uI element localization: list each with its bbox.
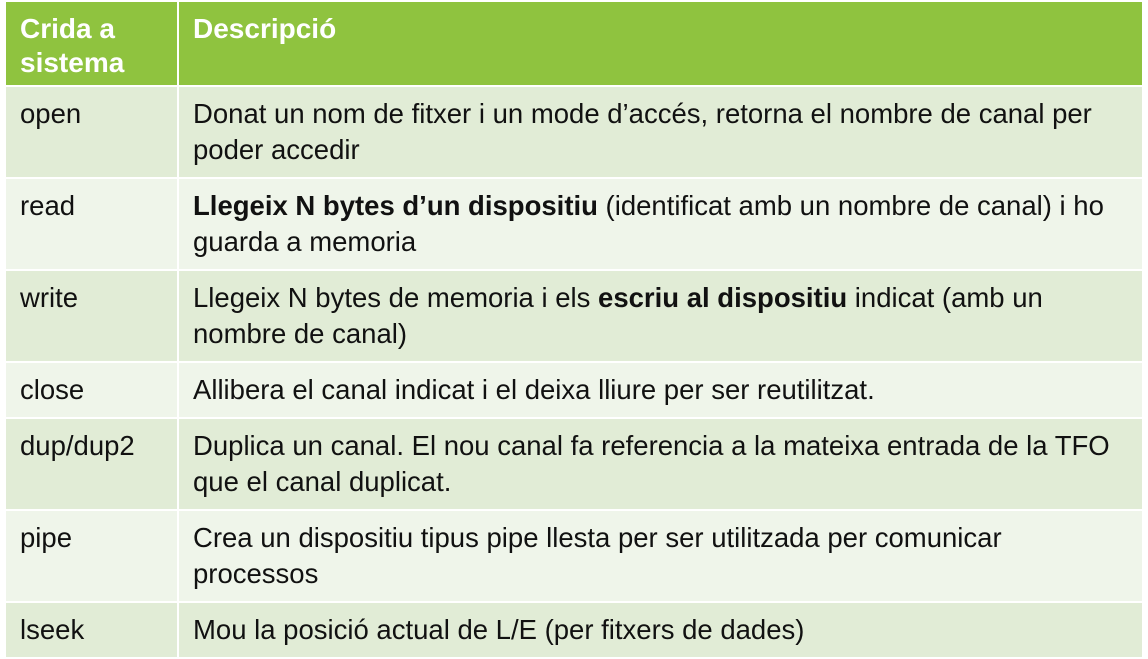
description-cell (178, 362, 1142, 418)
description-cell (178, 602, 1142, 658)
table-row (6, 86, 1142, 178)
description-text: Mou la posició actual de L/E (per fitxers de dades) (193, 614, 805, 645)
call-name-cell: write (6, 270, 178, 362)
table-row (6, 178, 1142, 270)
description-bold-text: escriu al dispositiu (598, 282, 848, 313)
table-row (6, 418, 1142, 510)
header-call: Crida a sistema (6, 2, 178, 86)
call-name-cell: read (6, 178, 178, 270)
description-text: Crea un dispositiu tipus pipe llesta per ser utilitzada per comunicar processos (193, 522, 1002, 589)
header-description: Descripció (178, 2, 1142, 86)
call-name-cell: dup/dup2 (6, 418, 178, 510)
table-row (6, 270, 1142, 362)
description-bold-text: Llegeix N bytes d’un dispositiu (193, 190, 598, 221)
description-text: (identificat amb un nombre de canal) i ho guarda a memoria (193, 190, 1104, 257)
description-text: Llegeix N bytes de memoria i els (193, 282, 599, 313)
table-row (6, 602, 1142, 658)
description-text: Duplica un canal. El nou canal fa referencia a la mateixa entrada de la TFO que el canal duplicat. (193, 430, 1110, 497)
header-row (6, 2, 1142, 86)
call-name-cell: open (6, 86, 178, 178)
table-body (6, 86, 1142, 658)
description-cell (178, 510, 1142, 602)
description-cell (178, 270, 1142, 362)
table-row (6, 510, 1142, 602)
call-name-cell: close (6, 362, 178, 418)
call-name-cell: pipe (6, 510, 178, 602)
description-text: indicat (amb un nombre de canal) (193, 282, 1043, 349)
description-cell (178, 178, 1142, 270)
description-cell (178, 86, 1142, 178)
system-calls-table (6, 2, 1142, 659)
description-cell (178, 418, 1142, 510)
table-header (6, 2, 1142, 86)
table-row (6, 362, 1142, 418)
description-text: Donat un nom de fitxer i un mode d’accés, retorna el nombre de canal per poder accedir (193, 98, 1092, 165)
call-name-cell: lseek (6, 602, 178, 658)
description-text: Allibera el canal indicat i el deixa lliure per ser reutilitzat. (193, 374, 875, 405)
